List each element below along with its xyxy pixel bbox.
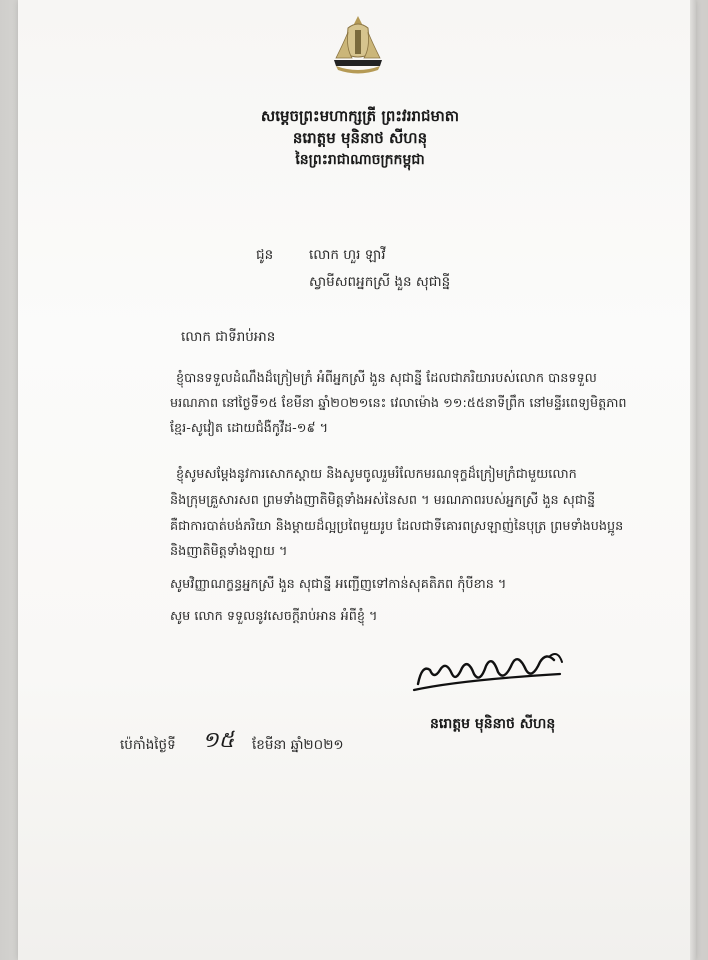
handwritten-signature: [400, 640, 580, 700]
paragraph-1-line: ខ្មែរ-សូវៀត ដោយជំងឺកូវីដ-១៩ ។: [170, 421, 329, 436]
recipient-label: ជូន: [256, 247, 274, 263]
paragraph-3: សូមវិញ្ញាណក្ខន្ធអ្នកស្រី ងួន សុជាន្នី អញ្ជើញទៅកាន់សុគតិភព កុំបីខាន ។: [170, 577, 507, 592]
royal-crest-logo: [326, 14, 390, 78]
closing-line: សូម លោក ទទួលនូវសេចក្តីរាប់អាន អំពីខ្ញុំ ។: [170, 609, 378, 624]
date-day-handwritten: ១៥: [202, 728, 235, 753]
signer-name: នរោត្តម មុនិនាថ សីហនុ: [430, 716, 556, 732]
paragraph-2-line: គឺជាការបាត់បង់ភរិយា និងម្តាយដ៏ល្អប្រពៃមួយរូប ដែលជាទីគោរពស្រឡាញ់នៃបុត្រ ព្រមទាំងបងប្អូន: [170, 519, 624, 534]
page-edge: [690, 0, 696, 960]
header-title-line-3: នៃព្រះរាជាណាចក្រកម្ពុជា: [295, 152, 425, 168]
paragraph-1-line: ខ្ញុំបានទទួលដំណឹងដ៏ក្រៀមក្រំ អំពីអ្នកស្រី ងួន សុជាន្នី ដែលជាភរិយារបស់លោក បានទទួល: [176, 371, 597, 386]
salutation: លោក ជាទីរាប់អាន: [181, 329, 276, 345]
date-place-prefix: ប៉េកាំងថ្ងៃទី: [120, 737, 176, 753]
paragraph-2-line: និងក្រុមគ្រួសារសព ព្រមទាំងញាតិមិត្តទាំងអស់នៃសព ។ មរណភាពរបស់អ្នកស្រី ងួន សុជាន្នី: [170, 493, 596, 508]
header-title-line-1: សម្តេចព្រះមហាក្សត្រី ព្រះវររាជមាតា: [260, 107, 460, 125]
recipient-subtitle: ស្វាមីសពអ្នកស្រី ងួន សុជាន្នី: [309, 274, 451, 290]
date-month-year: ខែមីនា ឆ្នាំ២០២១: [252, 737, 344, 753]
paragraph-2-line: ខ្ញុំសូមសម្តែងនូវការសោកស្តាយ និងសូមចូលរួមរំលែកមរណទុក្ខដ៏ក្រៀមក្រំជាមួយលោក: [176, 467, 577, 482]
recipient-name: លោក ហួរ ឡាវី: [309, 247, 386, 263]
paragraph-1-line: មរណភាព នៅថ្ងៃទី១៥ ខែមីនា ឆ្នាំ២០២១នេះ វេលាម៉ោង ១១:៥៥នាទីព្រឹក នៅមន្ទីរពេទ្យមិត្តភាព: [170, 396, 627, 411]
paragraph-2-line: និងញាតិមិត្តទាំងឡាយ ។: [170, 544, 288, 559]
header-title-line-2: នរោត្តម មុនិនាថ សីហនុ: [292, 129, 428, 147]
